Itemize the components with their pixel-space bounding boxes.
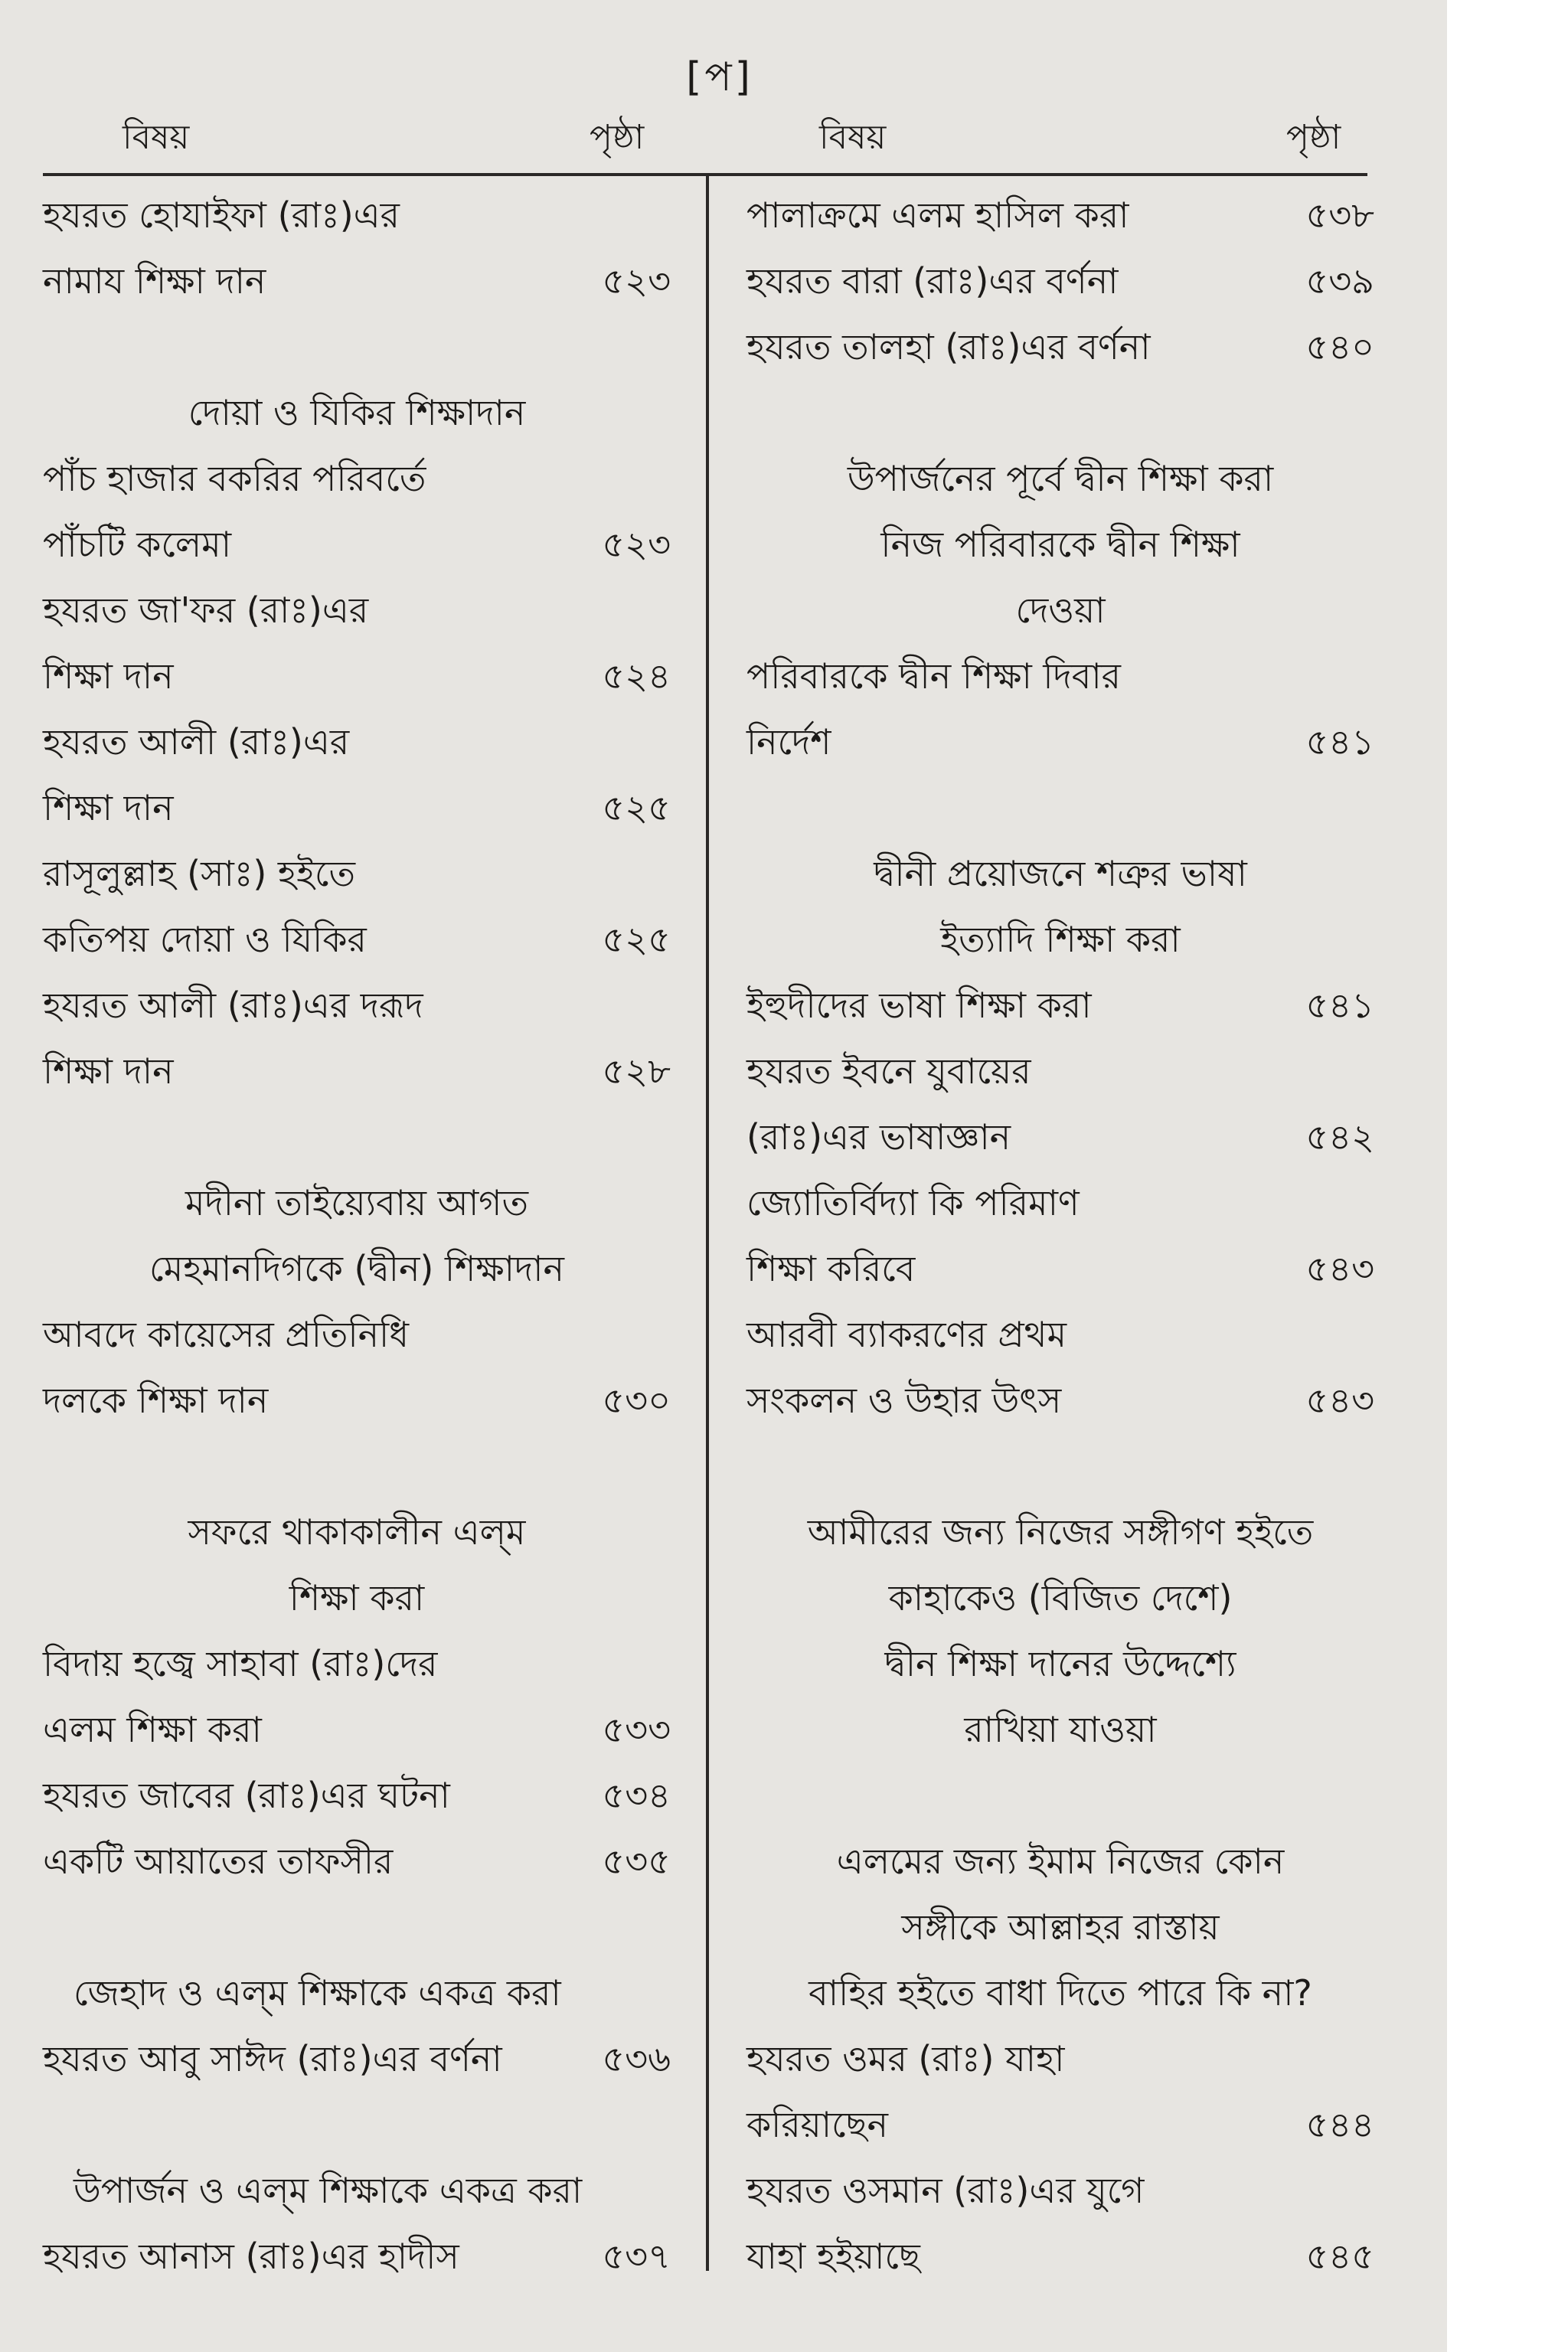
toc-entry (746, 2158, 1374, 2223)
entry-page-number (1367, 643, 1374, 709)
entry-page-number (1367, 1038, 1374, 1104)
entry-title: হযরত তালহা (রাঃ)এর বর্ণনা (746, 326, 1151, 368)
entry-page-number: ৫৩৪ (602, 1775, 671, 1816)
section-gap (746, 775, 1374, 841)
toc-entry (43, 1697, 671, 1762)
left-page-header: পৃষ্ঠা (590, 118, 645, 157)
entry-title: শিক্ষা করিবে (746, 1248, 916, 1289)
toc-entry (43, 775, 671, 841)
entry-page-number: ৫৪১ (1305, 985, 1374, 1026)
toc-entry (746, 2092, 1374, 2158)
section-gap (43, 1433, 671, 1499)
entry-title: শিক্ষা দান (43, 1050, 174, 1092)
entry-title: শিক্ষা দান (43, 787, 174, 828)
toc-entry (43, 906, 671, 972)
toc-entry (746, 2026, 1374, 2092)
left-subject-header: বিষয় (122, 118, 190, 157)
section-heading: দ্বীনী প্রয়োজনে শত্রুর ভাষা (874, 853, 1247, 894)
entry-page-number (663, 1631, 671, 1697)
toc-entry (746, 1104, 1374, 1170)
entry-title: যাহা হইয়াছে (746, 2236, 920, 2277)
entry-page-number (1367, 2026, 1374, 2092)
entry-page-number (663, 577, 671, 643)
entry-page-number (1367, 1302, 1374, 1367)
toc-entry (43, 841, 671, 906)
toc-entry (43, 511, 671, 577)
section-heading: বাহির হইতে বাধা দিতে পারে কি না? (808, 1972, 1312, 2014)
toc-entry (43, 1302, 671, 1367)
entry-page-number: ৫৩৬ (602, 2038, 671, 2079)
entry-title: পালাক্রমে এলম হাসিল করা (746, 194, 1129, 236)
entry-page-number: ৫৩৭ (602, 2236, 671, 2277)
entry-page-number: ৫২৩ (602, 524, 671, 565)
section-heading: মেহমানদিগকে (দ্বীন) শিক্ষাদান (149, 1248, 564, 1289)
entry-title: হযরত ওমর (রাঃ) যাহা (746, 2038, 1065, 2079)
section-gap (43, 1104, 671, 1170)
entry-title: হযরত বারা (রাঃ)এর বর্ণনা (746, 260, 1119, 302)
entry-page-number (663, 841, 671, 906)
section-heading: দোয়া ও যিকির শিক্ষাদান (188, 392, 526, 433)
section-heading: কাহাকেও (বিজিত দেশে) (888, 1577, 1233, 1619)
entry-title: হযরত আবু সাঈদ (রাঃ)এর বর্ণনা (43, 2038, 502, 2079)
entry-page-number (1367, 1170, 1374, 1236)
entry-page-number (663, 446, 671, 511)
toc-entry (746, 1038, 1374, 1104)
entry-title: হযরত ওসমান (রাঃ)এর যুগে (746, 2170, 1145, 2211)
toc-entry (746, 709, 1374, 775)
entry-page-number: ৫৪১ (1305, 721, 1374, 763)
toc-entry (43, 1631, 671, 1697)
right-page-header: পৃষ্ঠা (1286, 118, 1341, 157)
entry-title: পাঁচ হাজার বকরির পরিবর্তে (43, 458, 426, 499)
section-heading: দ্বীন শিক্ষা দানের উদ্দেশ্যে (884, 1643, 1236, 1684)
entry-page-number (663, 972, 671, 1038)
section-gap (746, 380, 1374, 446)
entry-title: বিদায় হজ্বে সাহাবা (রাঃ)দের (43, 1643, 438, 1684)
toc-entry (43, 2223, 671, 2289)
entry-title: আবদে কায়েসের প্রতিনিধি (43, 1314, 409, 1355)
entry-title: হযরত হোযাইফা (রাঃ)এর (43, 194, 400, 236)
entry-page-number: ৫২৫ (602, 787, 671, 828)
entry-page-number: ৫৪৫ (1305, 2236, 1374, 2277)
entry-page-number: ৫৩৯ (1305, 260, 1374, 302)
entry-title: হযরত জাবের (রাঃ)এর ঘটনা (43, 1775, 450, 1816)
right-subject-header: বিষয় (819, 118, 887, 157)
entry-page-number: ৫৪৩ (1305, 1380, 1374, 1421)
entry-title: পরিবারকে দ্বীন শিক্ষা দিবার (746, 655, 1121, 697)
section-heading: এলমের জন্য ইমাম নিজের কোন (836, 1841, 1285, 1882)
entry-page-number: ৫৪৩ (1305, 1248, 1374, 1289)
column-divider (706, 173, 709, 2271)
entry-title: পাঁচটি কলেমা (43, 524, 232, 565)
section-heading: জেহাদ ও এল্‌ম শিক্ষাকে একত্র করা (74, 1972, 561, 2014)
toc-entry (43, 182, 671, 248)
toc-entry (43, 1762, 671, 1828)
toc-entry (746, 2223, 1374, 2289)
toc-entry (43, 643, 671, 709)
entry-page-number: ৫২৩ (602, 260, 671, 302)
section-gap (43, 1894, 671, 1960)
toc-entry (746, 248, 1374, 314)
toc-entry (746, 643, 1374, 709)
entry-title: (রাঃ)এর ভাষাজ্ঞান (746, 1116, 1011, 1158)
entry-title: হযরত ইবনে যুবায়ের (746, 1050, 1031, 1092)
entry-title: ইহুদীদের ভাষা শিক্ষা করা (746, 985, 1092, 1026)
right-header-rule (709, 173, 1367, 176)
entry-page-number: ৫২৫ (602, 919, 671, 960)
toc-entry (746, 182, 1374, 248)
section-heading: আমীরের জন্য নিজের সঙ্গীগণ হইতে (807, 1511, 1314, 1553)
section-heading: শিক্ষা করা (289, 1577, 425, 1619)
toc-entry (43, 446, 671, 511)
toc-right-column (746, 182, 1374, 2289)
entry-title: রাসূলুল্লাহ (সাঃ) হইতে (43, 853, 356, 894)
entry-title: হযরত আলী (রাঃ)এর (43, 721, 350, 763)
toc-entry (43, 1828, 671, 1894)
section-heading: রাখিয়া যাওয়া (964, 1709, 1157, 1750)
section-heading: নিজ পরিবারকে দ্বীন শিক্ষা (880, 524, 1240, 565)
section-heading: সঙ্গীকে আল্লাহর রাস্তায় (901, 1906, 1220, 1948)
toc-entry (43, 1038, 671, 1104)
toc-entry (43, 577, 671, 643)
toc-left-column (43, 182, 671, 2289)
section-heading: মদীনা তাইয়্যেবায় আগত (185, 1182, 528, 1223)
section-gap (746, 1433, 1374, 1499)
entry-title: নামায শিক্ষা দান (43, 260, 266, 302)
toc-entry (746, 314, 1374, 380)
entry-title: করিয়াছেন (746, 2104, 888, 2145)
entry-title: কতিপয় দোয়া ও যিকির (43, 919, 367, 960)
entry-page-number: ৫৩০ (602, 1380, 671, 1421)
entry-page-number: ৫৪০ (1305, 326, 1374, 368)
entry-page-number: ৫৪২ (1305, 1116, 1374, 1158)
toc-entry (43, 2026, 671, 2092)
toc-entry (746, 972, 1374, 1038)
entry-page-number (1367, 2158, 1374, 2223)
entry-title: হযরত আলী (রাঃ)এর দরূদ (43, 985, 423, 1026)
entry-title: নির্দেশ (746, 721, 831, 763)
section-heading: ইত্যাদি শিক্ষা করা (940, 919, 1181, 960)
toc-entry (43, 709, 671, 775)
section-gap (43, 314, 671, 380)
section-heading: উপার্জন ও এল্‌ম শিক্ষাকে একত্র করা (74, 2170, 583, 2211)
toc-entry (43, 972, 671, 1038)
entry-title: দলকে শিক্ষা দান (43, 1380, 269, 1421)
entry-page-number: ৫৩৩ (602, 1709, 671, 1750)
entry-page-number: ৫৪৪ (1305, 2104, 1374, 2145)
entry-page-number: ৫২৪ (602, 655, 671, 697)
section-gap (43, 2092, 671, 2158)
entry-title: সংকলন ও উহার উৎস (746, 1380, 1062, 1421)
entry-title: হযরত জা'ফর (রাঃ)এর (43, 590, 369, 631)
toc-entry (746, 1367, 1374, 1433)
toc-entry (43, 1367, 671, 1433)
entry-title: আরবী ব্যাকরণের প্রথম (746, 1314, 1067, 1355)
section-heading: দেওয়া (1015, 590, 1106, 631)
toc-entry (746, 1236, 1374, 1302)
entry-page-number: ৫৩৫ (602, 1841, 671, 1882)
section-heading: সফরে থাকাকালীন এল্‌ম (188, 1511, 526, 1553)
toc-entry (746, 1170, 1374, 1236)
entry-title: এলম শিক্ষা করা (43, 1709, 262, 1750)
entry-page-number: ৫৩৮ (1305, 194, 1374, 236)
entry-title: হযরত আনাস (রাঃ)এর হাদীস (43, 2236, 459, 2277)
entry-title: জ্যোতির্বিদ্যা কি পরিমাণ (746, 1182, 1080, 1223)
entry-page-number (663, 182, 671, 248)
toc-entry (746, 1302, 1374, 1367)
left-header-rule (43, 173, 706, 176)
entry-page-number (663, 1302, 671, 1367)
entry-page-number: ৫২৮ (602, 1050, 671, 1092)
entry-title: শিক্ষা দান (43, 655, 174, 697)
section-gap (746, 1762, 1374, 1828)
page-marker: [প] (686, 54, 753, 100)
toc-entry (43, 248, 671, 314)
section-heading: উপার্জনের পূর্বে দ্বীন শিক্ষা করা (847, 458, 1274, 499)
entry-page-number (663, 709, 671, 775)
entry-title: একটি আয়াতের তাফসীর (43, 1841, 394, 1882)
